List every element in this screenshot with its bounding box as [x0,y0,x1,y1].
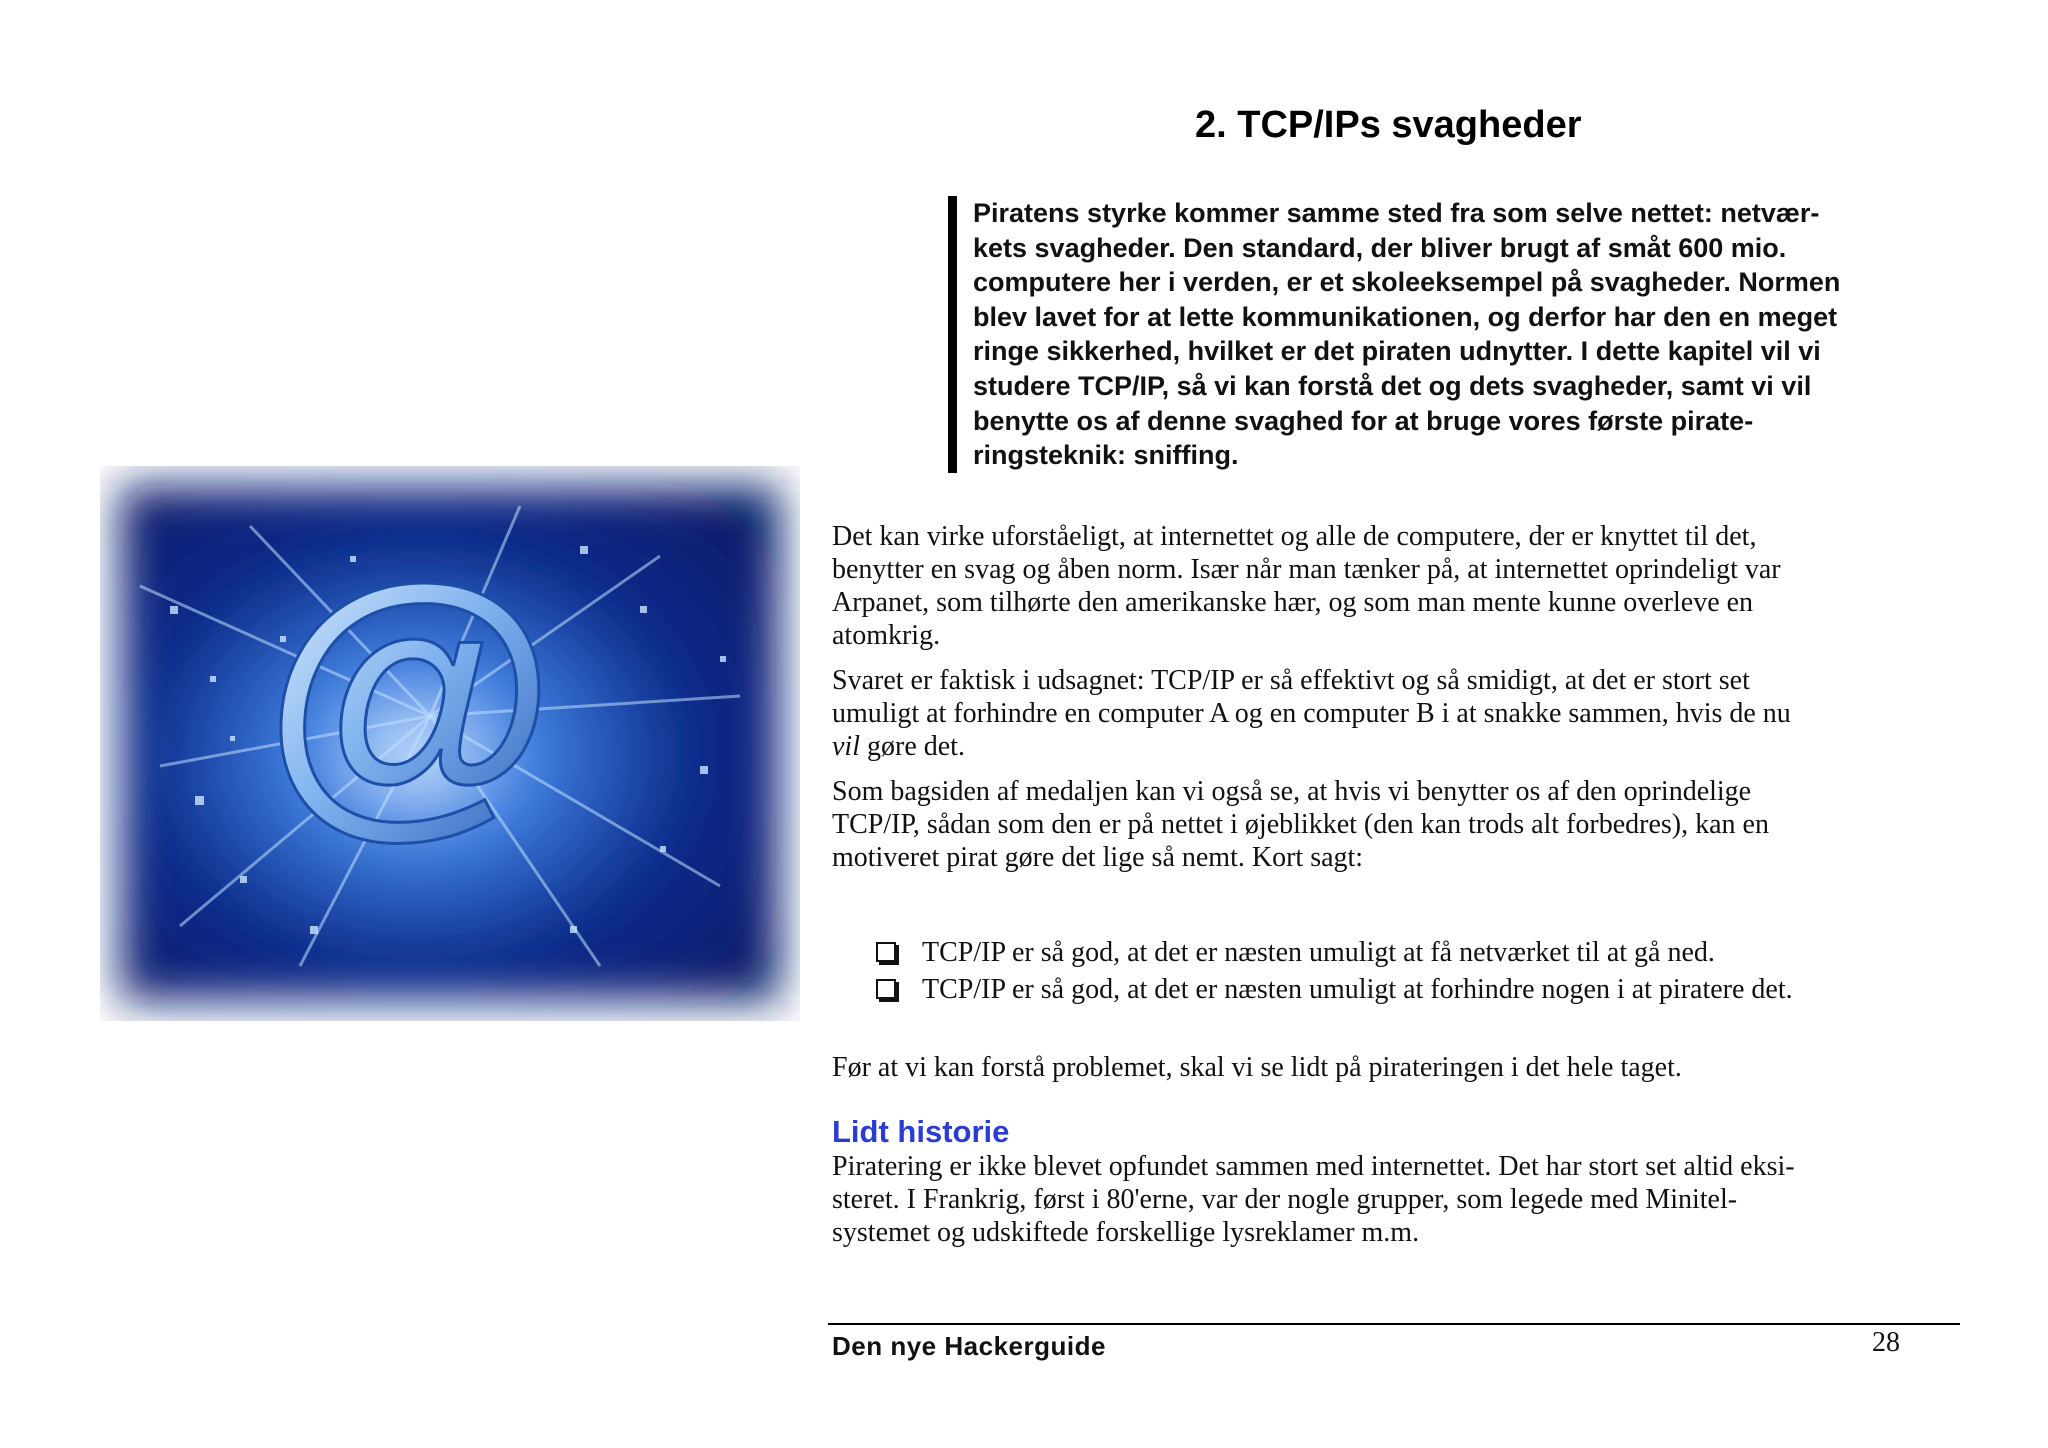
text-line: Det kan virke uforståeligt, at internettet og alle de computere, der er knyttet til det, [832,521,1757,552]
checkbox-bullet-icon [876,942,896,962]
intro-line: kets svagheder. Den standard, der bliver brugt af småt 600 mio. [973,232,1787,263]
text-line: benytter en svag og åben norm. Især når man tænker på, at internettet oprindeligt var [832,554,1781,585]
list-item [876,934,1793,971]
intro-line: ringsteknik: sniffing. [973,440,1239,471]
text-line: Piratering er ikke blevet opfundet sammen med internettet. Det har stort set altid eksi- [832,1151,1795,1182]
text-line: umuligt at forhindre en computer A og en computer B i at snakke sammen, hvis de nu [832,698,1791,729]
list-item-text: TCP/IP er så god, at det er næsten umuligt at forhindre nogen i at piratere det. [922,974,1793,1005]
text-line: motiveret pirat gøre det lige så nemt. Kort sagt: [832,842,1364,873]
text-line: TCP/IP, sådan som den er på nettet i øjeblikket (den kan trods alt forbedres), kan en [832,809,1769,840]
intro-line: computere her i verden, er et skoleeksempel på svagheder. Normen [973,267,1841,298]
footer-book-title: Den nye Hackerguide [832,1331,1106,1361]
paragraph [832,664,1962,763]
footer-divider [828,1323,1960,1325]
intro-line: Piratens styrke kommer samme sted fra som selve nettet: netvær- [973,198,1820,228]
text-line: Arpanet, som tilhørte den amerikanske hær, og som man mente kunne overleve en [832,587,1754,618]
text-line: Svaret er faktisk i udsagnet: TCP/IP er så effektivt og så smidigt, at det er stort set [832,665,1750,696]
at-sign-illustration [100,466,800,1021]
page-title: 2. TCP/IPs svagheder [1195,104,1582,146]
intro-line: blev lavet for at lette kommunikationen, og derfor har den en meget [973,301,1838,332]
at-sign-glyph: @ [263,524,557,860]
chapter-intro [948,196,1993,473]
emphasis-text: vil [832,731,860,762]
text-line: Som bagsiden af medaljen kan vi også se, at hvis vi benytter os af den oprindelige [832,776,1752,807]
list-item-text: TCP/IP er så god, at det er næsten umuligt at få netværket til at gå ned. [922,937,1715,968]
text-line: steret. I Frankrig, først i 80'erne, var der nogle grupper, som legede med Minitel- [832,1184,1738,1215]
text-fragment: gøre det. [860,731,965,762]
paragraph [832,520,1962,652]
page-number: 28 [1872,1327,1900,1358]
checkbox-bullet-icon [876,979,896,999]
text-line [832,730,1962,763]
history-paragraph [832,1150,1795,1249]
intro-line: studere TCP/IP, så vi kan forstå det og dets svagheder, samt vi vil [973,370,1812,401]
bullet-list [876,934,1793,1008]
text-line: systemet og udskiftede forskellige lysreklamer m.m. [832,1217,1420,1248]
list-item [876,971,1793,1008]
closing-paragraph: Før at vi kan forstå problemet, skal vi se lidt på pirateringen i det hele taget. [832,1052,1682,1083]
text-line: atomkrig. [832,620,941,651]
body-text [832,520,1962,886]
intro-line: ringe sikkerhed, hvilket er det piraten udnytter. I dette kapitel vil vi [973,336,1821,367]
paragraph [832,775,1962,874]
section-heading: Lidt historie [832,1114,1010,1149]
intro-line: benytte os af denne svaghed for at bruge vores første pirate- [973,405,1754,436]
